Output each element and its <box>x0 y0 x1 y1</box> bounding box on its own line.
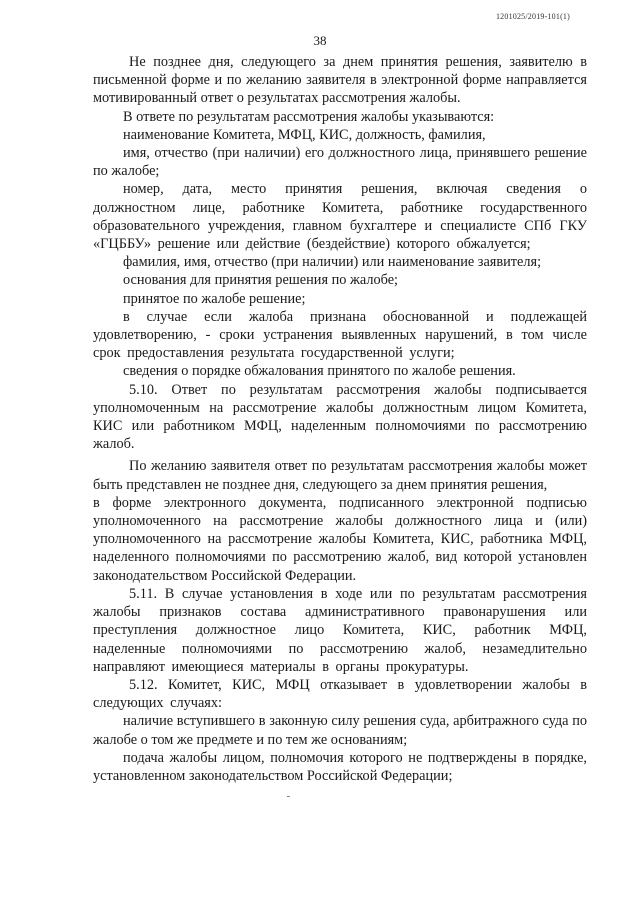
paragraph-electronic-signature: в форме электронного документа, подписанного электронной подписью уполномоченного на рассмотрение жалобы должностного лица и (или) уполномоченного на рассмотрение жалобы Комитета, КИС, работника МФЦ, наделенного полномочиями по рассмотрению жалоб, вид которой установлен законодательством Российской Федерации. <box>93 494 587 584</box>
paragraph-response-contents-intro: В ответе по результатам рассмотрения жалобы указываются: <box>123 108 495 125</box>
list-item-decision: принятое по жалобе решение; <box>123 290 306 307</box>
list-item-appeal-procedure: сведения о порядке обжалования принятого по жалобе решения. <box>123 363 516 380</box>
list-item-decision-grounds: основания для принятия решения по жалобе; <box>123 272 399 289</box>
list-item-court-decision: наличие вступившего в законную силу решения суда, арбитражного суда по жалобе о том же предмете и по тем же основаниям; <box>93 713 587 748</box>
document-body <box>93 53 587 785</box>
list-item-official-name: имя, отчество (при наличии) его должностного лица, принявшего решение по жалобе; <box>93 145 587 180</box>
list-item-unconfirmed-authority: подача жалобы лицом, полномочия которого не подтверждены в порядке, установленном законодательством Российской Федерации; <box>93 749 587 784</box>
list-item-decision-details: номер, дата, место принятия решения, включая сведения о должностном лице, работнике Комитета, работнике государственного образовательного учреждения, главном бухгалтере и специалисте СПб ГКУ «ГЦББУ» решение или действие (бездействие) которого обжалуется; <box>93 181 587 253</box>
list-item-authority-name: наименование Комитета, МФЦ, КИС, должность, фамилия, <box>123 126 486 143</box>
section-5-12: 5.12. Комитет, КИС, МФЦ отказывает в удовлетворении жалобы в следующих случаях: <box>93 676 587 712</box>
paragraph-response-deadline: Не позднее дня, следующего за днем принятия решения, заявителю в письменной форме и по желанию заявителя в электронной форме направляется мотивированный ответ о результатах рассмотрения жалобы. <box>93 54 587 107</box>
paragraph-electronic-response: По желанию заявителя ответ по результатам рассмотрения жалобы может быть представлен не позднее дня, следующего за днем принятия решения, <box>93 458 587 493</box>
document-number: 1201025/2019-101(1) <box>495 12 570 21</box>
section-5-10: 5.10. Ответ по результатам рассмотрения жалобы подписывается уполномоченным на рассмотрение жалобы должностным лицом Комитета, КИС или работником МФЦ, наделенным полномочиями по рассмотрению жалоб. <box>93 381 587 453</box>
section-5-11: 5.11. В случае установления в ходе или по результатам рассмотрения жалобы признаков состава административного правонарушения или преступления должностное лицо Комитета, КИС, работник МФЦ, наделенные полномочиями по рассмотрению жалоб, незамедлительно направляют имеющиеся материалы в органы прокуратуры. <box>93 585 587 675</box>
list-item-applicant-name: фамилия, имя, отчество (при наличии) или наименование заявителя; <box>123 254 542 271</box>
scan-mark <box>287 796 290 797</box>
list-item-remediation-terms: в случае если жалоба признана обоснованной и подлежащей удовлетворению, - сроки устранения выявленных нарушений, в том числе срок предоставления результата государственной услуги; <box>93 308 587 362</box>
page-number: 38 <box>313 33 327 48</box>
